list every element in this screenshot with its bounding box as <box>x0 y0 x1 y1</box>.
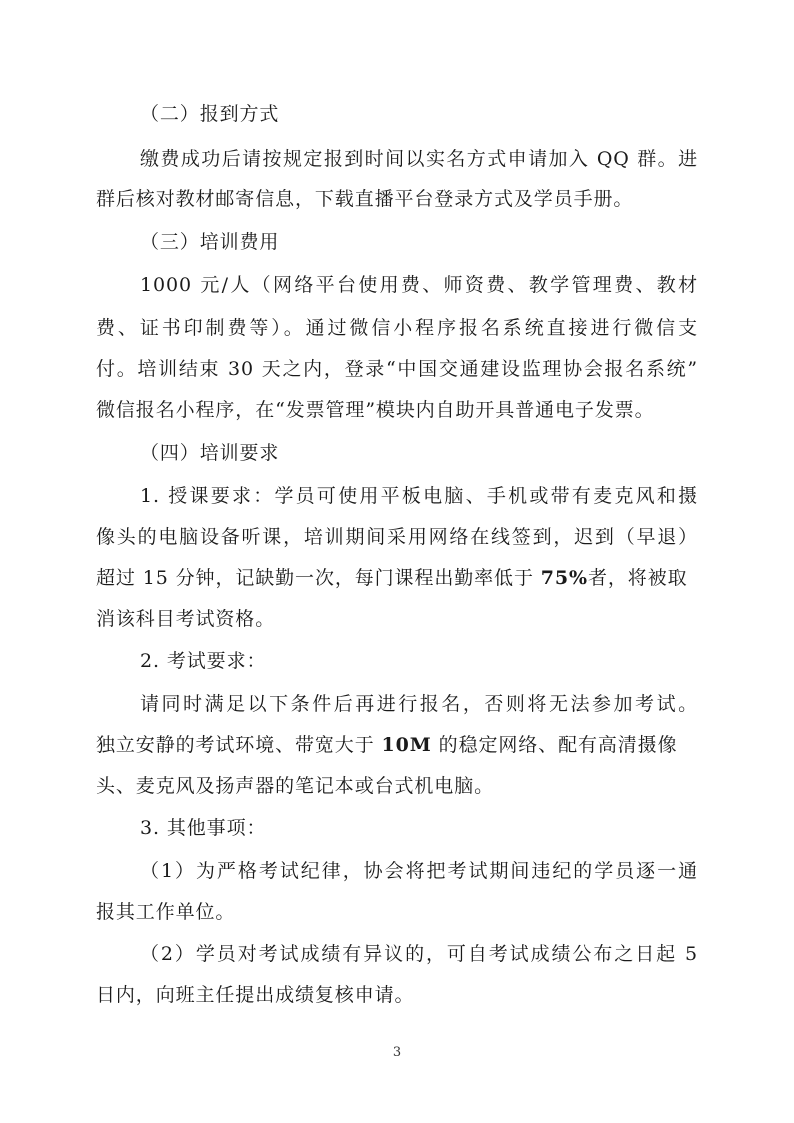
paragraph-line: 像头的电脑设备听课，培训期间采用网络在线签到，迟到（早退） <box>96 526 698 548</box>
paragraph-line: 1000 元/人（网络平台使用费、师资费、教学管理费、教材 <box>140 274 698 296</box>
paragraph-line: 费、证书印制费等）。通过微信小程序报名系统直接进行微信支 <box>96 317 698 339</box>
page-number: 3 <box>392 1045 402 1060</box>
bold-percentage: 75% <box>540 567 588 589</box>
paragraph-line: 1. 授课要求：学员可使用平板电脑、手机或带有麦克风和摄 <box>140 485 698 507</box>
paragraph-line: 付。培训结束 30 天之内，登录“中国交通建设监理协会报名系统” <box>96 358 698 380</box>
text-segment: 者，将被取 <box>588 567 688 589</box>
subsection-heading: 3. 其他事项： <box>140 817 267 839</box>
text-segment: 独立安静的考试环境、带宽大于 <box>96 734 382 756</box>
section-heading: （三）培训费用 <box>140 231 280 253</box>
text-segment: 的稳定网络、配有高清摄像 <box>431 734 678 756</box>
subsection-heading: 2. 考试要求： <box>140 650 267 672</box>
paragraph-line: 微信报名小程序，在“发票管理”模块内自助开具普通电子发票。 <box>96 399 655 421</box>
paragraph-line: 群后核对教材邮寄信息，下载直播平台登录方式及学员手册。 <box>96 188 634 210</box>
paragraph-line: 请同时满足以下条件后再进行报名，否则将无法参加考试。 <box>140 693 698 715</box>
paragraph-line: 消该科目考试资格。 <box>96 608 276 630</box>
bold-bandwidth: 10M <box>381 734 432 756</box>
paragraph-line <box>96 569 698 588</box>
paragraph-line: （2）学员对考试成绩有异议的，可自考试成绩公布之日起 5 <box>140 943 698 965</box>
paragraph-line: 缴费成功后请按规定报到时间以实名方式申请加入 QQ 群。进 <box>140 148 698 170</box>
paragraph-line: 报其工作单位。 <box>96 901 236 923</box>
text-segment: 超过 15 分钟，记缺勤一次，每门课程出勤率低于 <box>96 567 541 589</box>
paragraph-line: 日内，向班主任提出成绩复核申请。 <box>96 984 415 1006</box>
section-heading: （四）培训要求 <box>140 442 280 464</box>
paragraph-line <box>96 736 677 755</box>
paragraph-line: （1）为严格考试纪律，协会将把考试期间违纪的学员逐一通 <box>140 860 698 882</box>
paragraph-line: 头、麦克风及扬声器的笔记本或台式机电脑。 <box>96 775 495 797</box>
section-heading: （二）报到方式 <box>140 103 280 125</box>
